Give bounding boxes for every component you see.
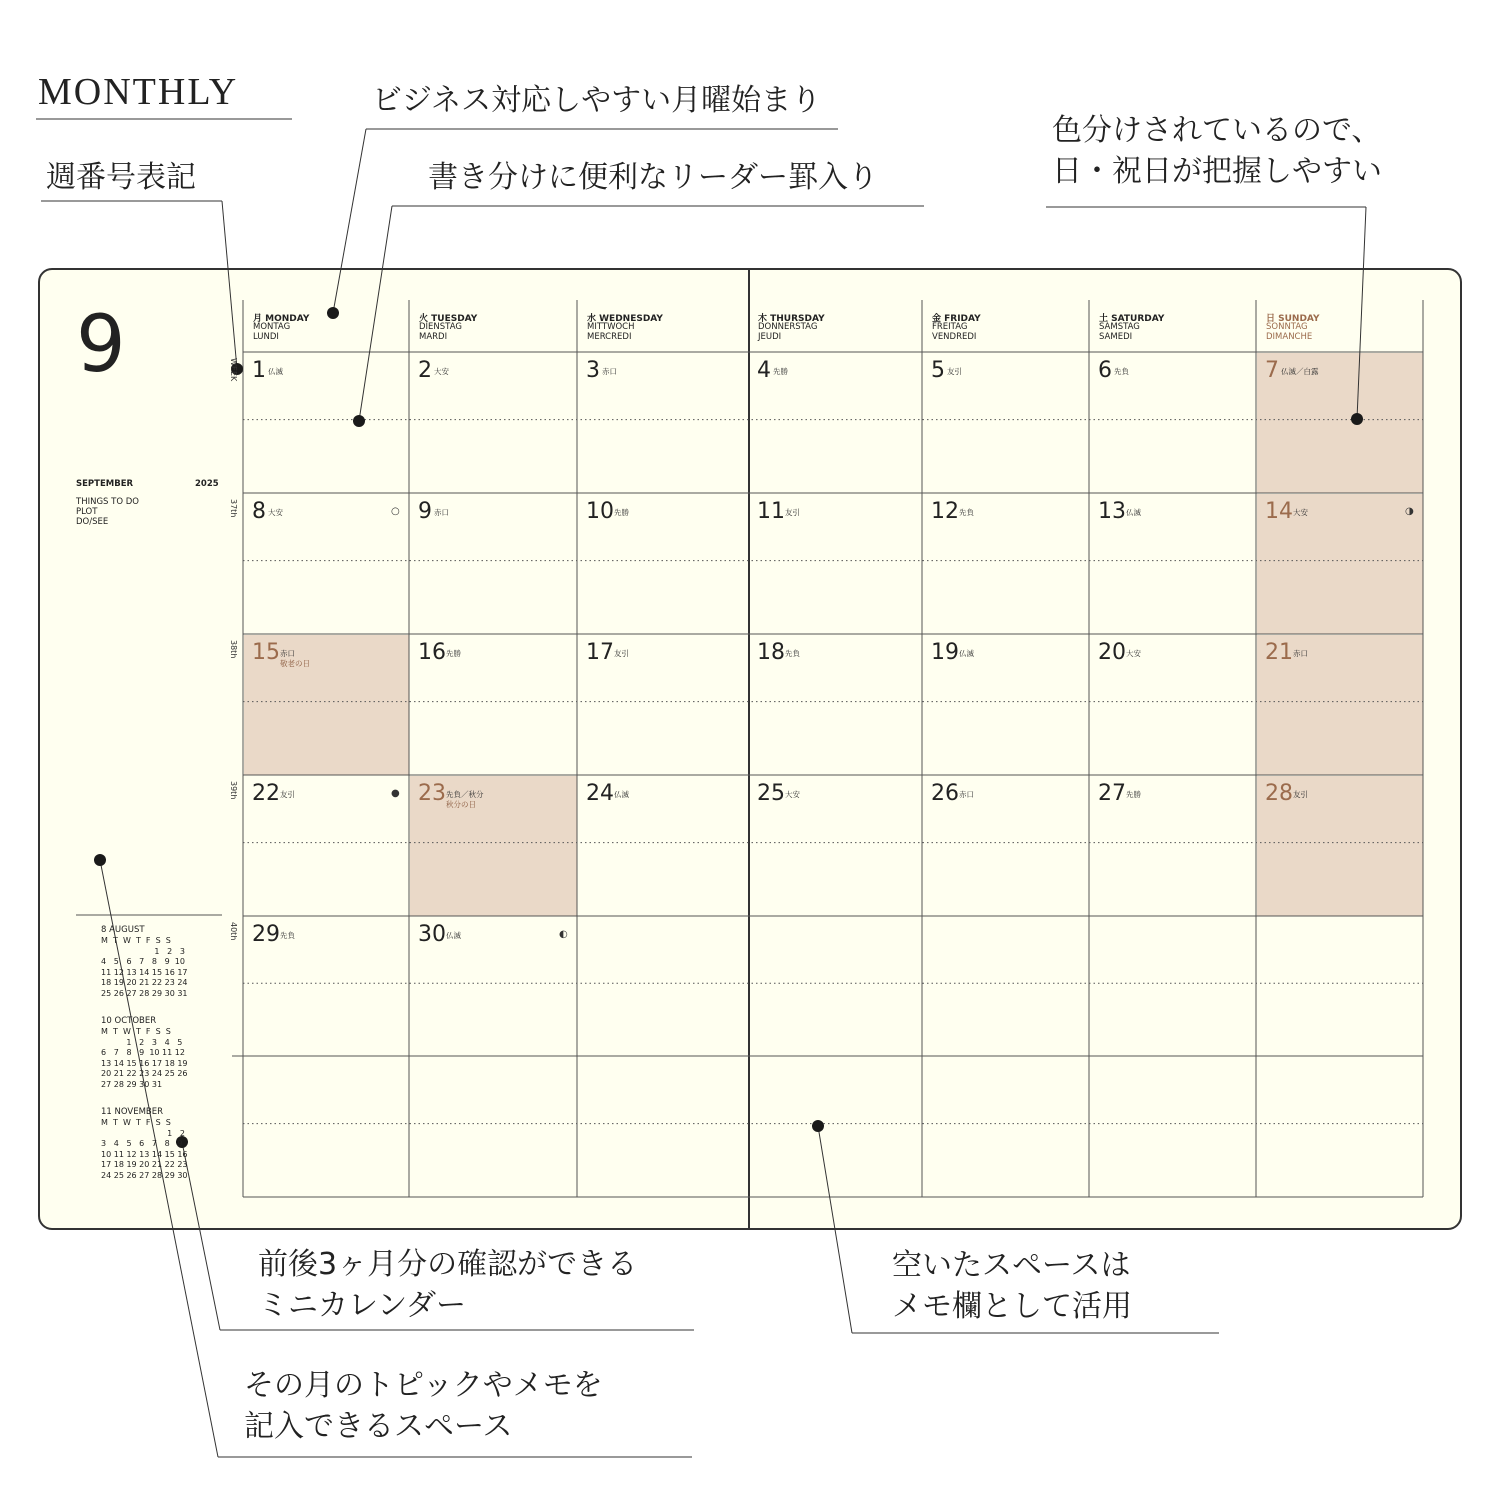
week-label: 40th [229, 922, 238, 941]
mini-calendar-row: 11 12 13 14 15 16 17 [101, 967, 188, 977]
rokuyo-label: 友引 [1293, 790, 1308, 799]
rokuyo-label: 赤口 [434, 508, 449, 517]
day-header-fr: MARDI [419, 332, 448, 342]
rokuyo-label: 大安 [1126, 649, 1141, 658]
rokuyo-label: 先負 [785, 649, 800, 658]
day-header-sunday: 日 SUNDAY [1266, 314, 1320, 324]
pointer-dot [812, 1120, 824, 1132]
pointer-free [818, 1126, 852, 1333]
day-header-fr: VENDREDI [932, 332, 977, 342]
day-number: 11 [757, 499, 785, 524]
rokuyo-label: 赤口 [1293, 649, 1308, 658]
rokuyo-label: 大安 [1293, 508, 1308, 517]
day-number: 20 [1098, 640, 1126, 665]
day-header-de: SONNTAG [1266, 322, 1308, 332]
rokuyo-label: 友引 [947, 367, 962, 376]
rokuyo-label: 友引 [785, 508, 800, 517]
mini-calendar-title: 8 AUGUST [101, 925, 145, 935]
rokuyo-label: 先負 [1114, 367, 1129, 376]
mini-calendar-weekdays: M T W T F S S [101, 1118, 171, 1127]
day-number: 21 [1265, 640, 1293, 665]
moon-phase-icon: ○ [391, 506, 400, 517]
rokuyo-label: 仏滅 [268, 367, 283, 376]
pointer-leader [359, 206, 392, 421]
moon-phase-icon: ◑ [1405, 506, 1414, 517]
day-number: 10 [586, 499, 614, 524]
mini-calendar-row: 3 4 5 6 7 8 9 [101, 1139, 183, 1149]
rokuyo-label: 大安 [434, 367, 449, 376]
mini-calendar-row: 25 26 27 28 29 30 31 [101, 988, 188, 998]
day-header-fr: DIMANCHE [1266, 332, 1313, 342]
moon-phase-icon: ◐ [559, 929, 568, 940]
annotation-free-space-1: 空いたスペースは [892, 1248, 1131, 1283]
pointer-dot [94, 854, 106, 866]
rokuyo-label: 赤口 [280, 649, 295, 658]
day-number: 5 [931, 358, 945, 383]
mini-calendar-row: 1 2 [101, 1129, 185, 1138]
day-number: 15 [252, 640, 280, 665]
annotation-leader-lines: 書き分けに便利なリーダー罫入り [428, 160, 878, 195]
day-number: 28 [1265, 781, 1293, 806]
rokuyo-label: 仏滅 [1126, 508, 1141, 517]
mini-calendar-row: 13 14 15 16 17 18 19 [101, 1058, 188, 1068]
mini-calendar-title: 10 OCTOBER [101, 1016, 157, 1026]
month-number: 9 [76, 300, 126, 390]
day-header-monday: 月 MONDAY [253, 314, 310, 324]
annotation-week-number: 週番号表記 [46, 160, 196, 195]
week-label: 38th [229, 640, 238, 659]
mini-calendar-row: 24 25 26 27 28 29 30 [101, 1170, 188, 1180]
day-number: 19 [931, 640, 959, 665]
pointer-week [222, 201, 237, 369]
mini-calendar-row: 27 28 29 30 31 [101, 1079, 163, 1089]
day-number: 9 [418, 499, 432, 524]
day-number: 3 [586, 358, 600, 383]
day-number: 27 [1098, 781, 1126, 806]
day-header-de: SAMSTAG [1099, 322, 1140, 332]
day-number: 4 [757, 358, 771, 383]
mini-calendar-row: 1 2 3 4 5 [101, 1038, 183, 1047]
mini-calendar-row: 4 5 6 7 8 9 10 [101, 957, 185, 967]
day-number: 13 [1098, 499, 1126, 524]
day-number: 14 [1265, 499, 1293, 524]
day-number: 24 [586, 781, 614, 806]
pointer-dot [1351, 413, 1363, 425]
rokuyo-label: 先勝 [1126, 790, 1141, 799]
side-label-todo: THINGS TO DO [76, 497, 139, 507]
day-header-thursday: 木 THURSDAY [758, 314, 825, 324]
mini-calendar-title: 11 NOVEMBER [101, 1107, 164, 1117]
day-header-tuesday: 火 TUESDAY [419, 314, 478, 324]
rokuyo-label: 赤口 [602, 367, 617, 376]
day-number: 29 [252, 922, 280, 947]
mini-calendar-weekdays: M T W T F S S [101, 1027, 171, 1036]
rokuyo-label: 友引 [614, 649, 629, 658]
day-header-wednesday: 水 WEDNESDAY [587, 314, 663, 324]
annotation-color-coded-1: 色分けされているので、 [1052, 113, 1382, 148]
day-header-de: MONTAG [253, 322, 291, 332]
page-title: MONTHLY [38, 71, 239, 113]
week-label: 37th [229, 499, 238, 518]
pointer-monday [333, 129, 366, 313]
week-label: 39th [229, 781, 238, 800]
annotation-mini-calendar-1: 前後3ヶ月分の確認ができる [258, 1247, 638, 1282]
rokuyo-label: 友引 [280, 790, 295, 799]
day-number: 8 [252, 499, 266, 524]
day-number: 12 [931, 499, 959, 524]
mini-calendar-row: 17 18 19 20 21 22 23 [101, 1160, 188, 1170]
day-number: 23 [418, 781, 446, 806]
holiday-name: 敬老の日 [280, 659, 310, 668]
day-number: 6 [1098, 358, 1112, 383]
day-header-fr: MERCREDI [587, 332, 632, 342]
pointer-dot [353, 415, 365, 427]
rokuyo-label: 先勝 [773, 367, 788, 376]
week-label-header: WEEK [229, 358, 238, 382]
day-number: 2 [418, 358, 432, 383]
day-number: 30 [418, 922, 446, 947]
day-number: 17 [586, 640, 614, 665]
rokuyo-label: 仏滅／白露 [1281, 367, 1319, 376]
rokuyo-label: 先負 [959, 508, 974, 517]
holiday-name: 秋分の日 [446, 800, 476, 809]
rokuyo-label: 仏滅 [614, 790, 629, 799]
mini-calendar-weekdays: M T W T F S S [101, 936, 171, 945]
day-header-friday: 金 FRIDAY [932, 314, 981, 324]
rokuyo-label: 先勝 [446, 649, 461, 658]
year: 2025 [195, 479, 219, 489]
side-label-dosee: DO/SEE [76, 517, 109, 527]
rokuyo-label: 先負 [280, 931, 295, 940]
annotation-topics-2: 記入できるスペース [244, 1409, 513, 1444]
rokuyo-label: 大安 [268, 508, 283, 517]
day-header-fr: LUNDI [253, 332, 279, 342]
mini-calendar-row: 20 21 22 23 24 25 26 [101, 1069, 188, 1079]
rokuyo-label: 大安 [785, 790, 800, 799]
day-header-de: MITTWOCH [587, 322, 635, 332]
rokuyo-label: 仏滅 [959, 649, 974, 658]
day-number: 26 [931, 781, 959, 806]
day-number: 16 [418, 640, 446, 665]
day-header-fr: SAMEDI [1099, 332, 1133, 342]
day-number: 18 [757, 640, 785, 665]
day-header-saturday: 土 SATURDAY [1099, 314, 1165, 324]
month-name: SEPTEMBER [76, 479, 134, 489]
moon-phase-icon: ● [391, 788, 400, 799]
rokuyo-label: 仏滅 [446, 931, 461, 940]
day-header-fr: JEUDI [758, 332, 782, 342]
mini-calendar-row: 18 19 20 21 22 23 24 [101, 978, 188, 988]
annotation-color-coded-2: 日・祝日が把握しやすい [1052, 154, 1382, 189]
mini-calendar-row: 10 11 12 13 14 15 16 [101, 1149, 188, 1159]
annotation-free-space-2: メモ欄として活用 [892, 1289, 1132, 1324]
day-number: 1 [252, 358, 266, 383]
day-number: 25 [757, 781, 785, 806]
annotation-mini-calendar-2: ミニカレンダー [258, 1288, 467, 1323]
mini-calendar-row: 1 2 3 [101, 947, 185, 956]
mini-calendar-row: 6 7 8 9 10 11 12 [101, 1048, 185, 1058]
pointer-dot [327, 307, 339, 319]
annotation-topics-1: その月のトピックやメモを [244, 1368, 603, 1403]
rokuyo-label: 先負／秋分 [446, 790, 484, 799]
side-label-plot: PLOT [76, 507, 98, 517]
day-header-de: FREITAG [932, 322, 968, 332]
rokuyo-label: 先勝 [614, 508, 629, 517]
day-number: 22 [252, 781, 280, 806]
annotation-monday-start: ビジネス対応しやすい月曜始まり [372, 83, 822, 118]
day-number: 7 [1265, 358, 1279, 383]
day-header-de: DONNERSTAG [758, 322, 818, 332]
day-header-de: DIENSTAG [419, 322, 462, 332]
rokuyo-label: 赤口 [959, 790, 974, 799]
